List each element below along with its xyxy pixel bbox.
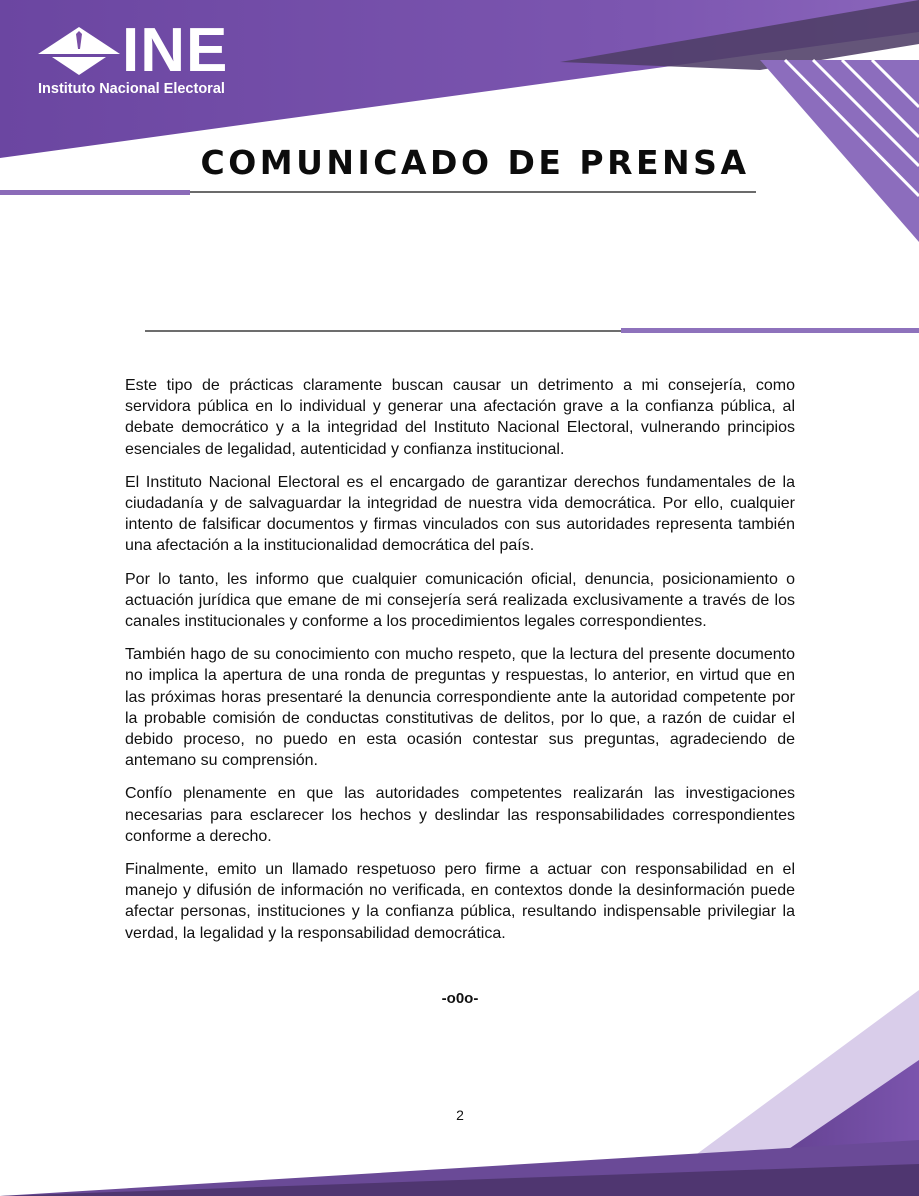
logo-wordmark: INE bbox=[122, 16, 229, 85]
closing-mark: -o0o- bbox=[441, 990, 479, 1007]
body-paragraph: El Instituto Nacional Electoral es el encargado de garantizar derechos fundamentales de la ciudadanía y de salvaguardar la integridad de nuestra vida democrática. Por ello, cualquier intento de falsificar documentos y firmas vinculados con sus autoridades representa también una afectación a la institucionalidad democrática del país. bbox=[125, 473, 795, 555]
body-paragraph: Confío plenamente en que las autoridades competentes realizarán las investigaciones necesarias para esclarecer los hechos y deslindar las responsabilidades correspondientes conforme a derecho. bbox=[125, 785, 795, 845]
ine-emblem-icon bbox=[38, 26, 120, 76]
body-paragraph: Por lo tanto, les informo que cualquier comunicación oficial, denuncia, posicionamiento o actuación jurídica que emane de mi consejería será realizada exclusivamente a través de los canales institucionales y conforme a los procedimientos legales correspondientes. bbox=[125, 570, 795, 631]
body-paragraph: Finalmente, emito un llamado respetuoso pero firme a actuar con responsabilidad en el manejo y difusión de información no verificada, en contextos donde la desinformación puede afectar personas, instituciones y la confianza pública, resultando indispensable privilegiar la verdad, la legalidad y la responsabilidad democrática. bbox=[125, 861, 795, 942]
press-release-body bbox=[125, 375, 795, 956]
body-paragraph: También hago de su conocimiento con mucho respeto, que la lectura del presente documento no implica la apertura de una ronda de preguntas y respuestas, lo anterior, en virtud que en las próximas horas presentaré la denuncia correspondiente ante la autoridad competente por la probable comisión de conductas constitutivas de delitos, por lo que, a razón de cuidar el debido proceso, no puedo en esta ocasión contestar sus preguntas, agradeciendo de antemano su comprensión. bbox=[125, 646, 795, 770]
ine-logo bbox=[38, 16, 278, 100]
logo-subtitle: Instituto Nacional Electoral bbox=[38, 81, 225, 97]
page-title: COMUNICADO DE PRENSA bbox=[200, 143, 750, 182]
body-paragraph: Este tipo de prácticas claramente buscan causar un detrimento a mi consejería, como servidora pública en lo individual y generar una afectación grave a la confianza pública, al debate democrático y a la integridad del Instituto Nacional Electoral, vulnerando principios esenciales de legalidad, autenticidad y confianza institucional. bbox=[125, 377, 795, 458]
page-number: 2 bbox=[456, 1107, 464, 1123]
